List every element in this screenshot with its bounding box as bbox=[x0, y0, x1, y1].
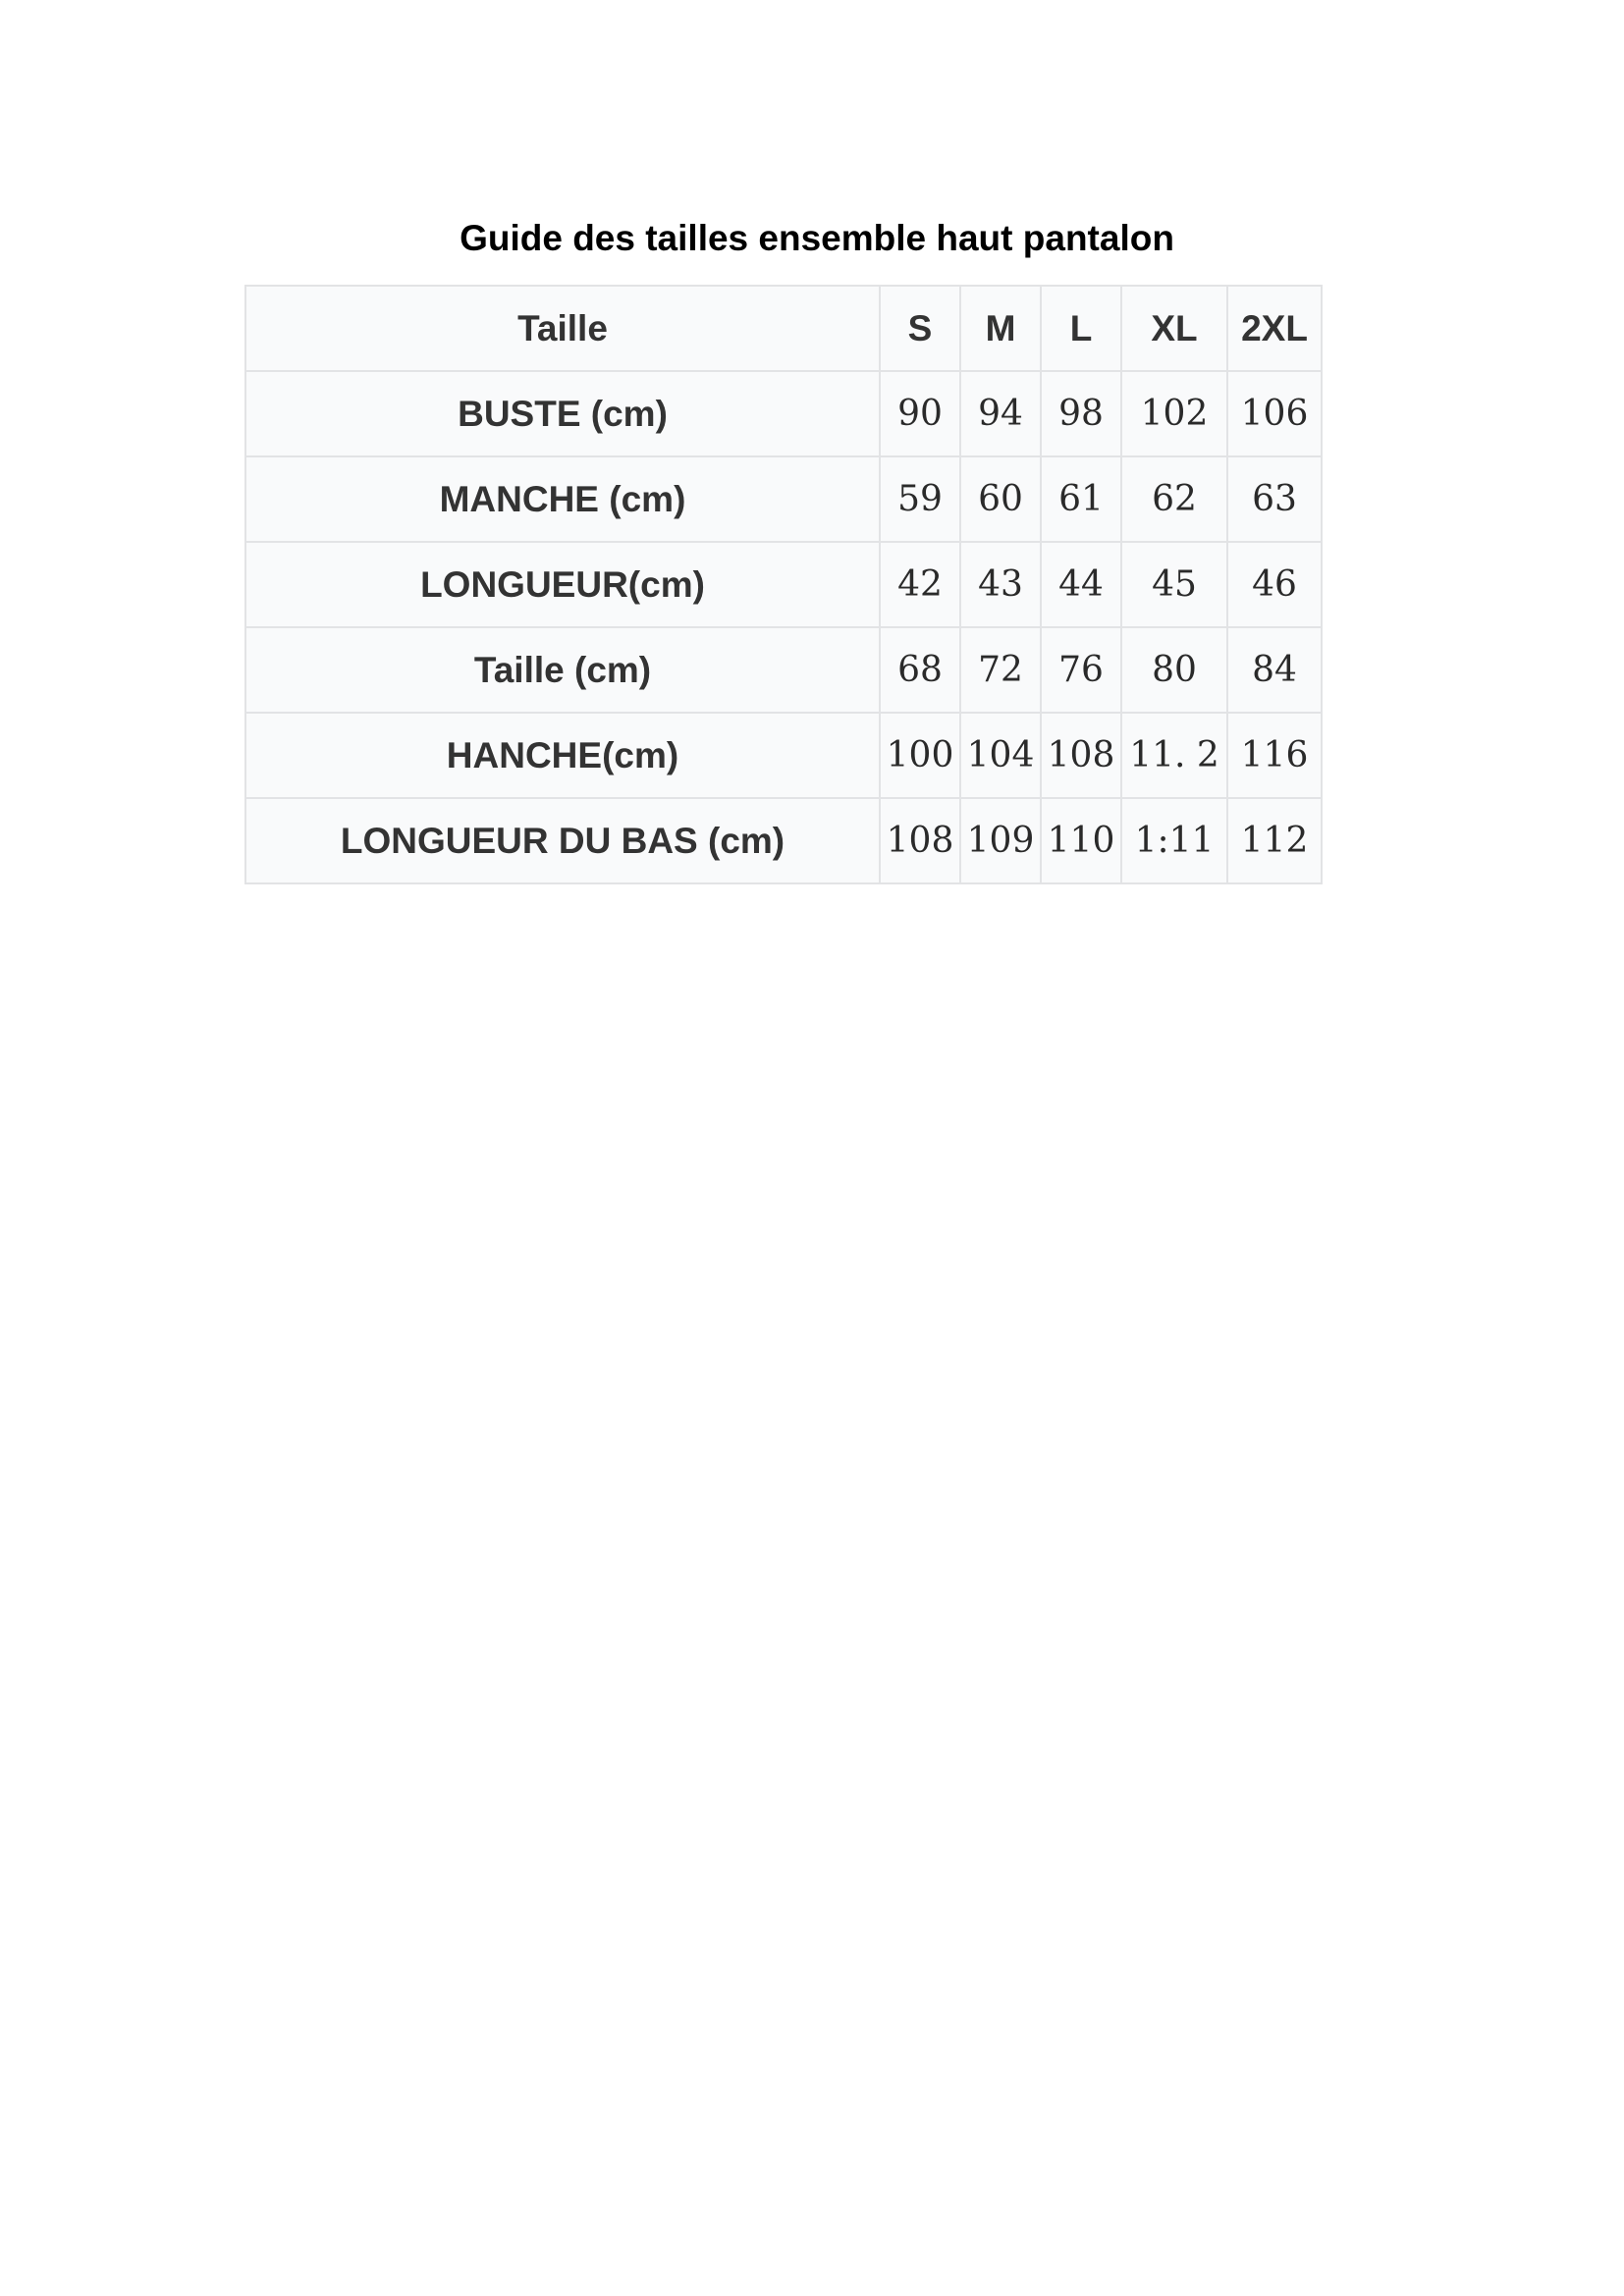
value-cell: 68 bbox=[880, 627, 960, 713]
header-size-l: L bbox=[1041, 286, 1121, 371]
value-cell: 1:11 bbox=[1121, 798, 1227, 883]
value-cell: 61 bbox=[1041, 456, 1121, 542]
value-cell: 62 bbox=[1121, 456, 1227, 542]
row-label: LONGUEUR(cm) bbox=[245, 542, 880, 627]
value-cell: 80 bbox=[1121, 627, 1227, 713]
value-cell: 104 bbox=[960, 713, 1041, 798]
value-cell: 76 bbox=[1041, 627, 1121, 713]
value-cell: 60 bbox=[960, 456, 1041, 542]
value-cell: 44 bbox=[1041, 542, 1121, 627]
table-row bbox=[245, 456, 1322, 542]
row-label: MANCHE (cm) bbox=[245, 456, 880, 542]
value-cell: 42 bbox=[880, 542, 960, 627]
value-cell: 110 bbox=[1041, 798, 1121, 883]
row-label: Taille (cm) bbox=[245, 627, 880, 713]
value-cell: 46 bbox=[1227, 542, 1322, 627]
value-cell: 11. 2 bbox=[1121, 713, 1227, 798]
value-cell: 102 bbox=[1121, 371, 1227, 456]
header-size-xl: XL bbox=[1121, 286, 1227, 371]
value-cell: 116 bbox=[1227, 713, 1322, 798]
table-row bbox=[245, 542, 1322, 627]
size-guide-table bbox=[244, 285, 1323, 884]
row-label: BUSTE (cm) bbox=[245, 371, 880, 456]
value-cell: 112 bbox=[1227, 798, 1322, 883]
table-row bbox=[245, 798, 1322, 883]
value-cell: 43 bbox=[960, 542, 1041, 627]
header-label-cell: Taille bbox=[245, 286, 880, 371]
value-cell: 63 bbox=[1227, 456, 1322, 542]
value-cell: 108 bbox=[880, 798, 960, 883]
value-cell: 106 bbox=[1227, 371, 1322, 456]
row-label: HANCHE(cm) bbox=[245, 713, 880, 798]
header-size-s: S bbox=[880, 286, 960, 371]
value-cell: 45 bbox=[1121, 542, 1227, 627]
header-size-m: M bbox=[960, 286, 1041, 371]
value-cell: 94 bbox=[960, 371, 1041, 456]
table-header-row bbox=[245, 286, 1322, 371]
value-cell: 84 bbox=[1227, 627, 1322, 713]
value-cell: 72 bbox=[960, 627, 1041, 713]
header-size-2xl: 2XL bbox=[1227, 286, 1322, 371]
value-cell: 109 bbox=[960, 798, 1041, 883]
table-row bbox=[245, 371, 1322, 456]
value-cell: 59 bbox=[880, 456, 960, 542]
value-cell: 98 bbox=[1041, 371, 1121, 456]
page-title: Guide des tailles ensemble haut pantalon bbox=[460, 218, 1174, 258]
row-label: LONGUEUR DU BAS (cm) bbox=[245, 798, 880, 883]
table-row bbox=[245, 627, 1322, 713]
value-cell: 100 bbox=[880, 713, 960, 798]
value-cell: 90 bbox=[880, 371, 960, 456]
table-row bbox=[245, 713, 1322, 798]
value-cell: 108 bbox=[1041, 713, 1121, 798]
